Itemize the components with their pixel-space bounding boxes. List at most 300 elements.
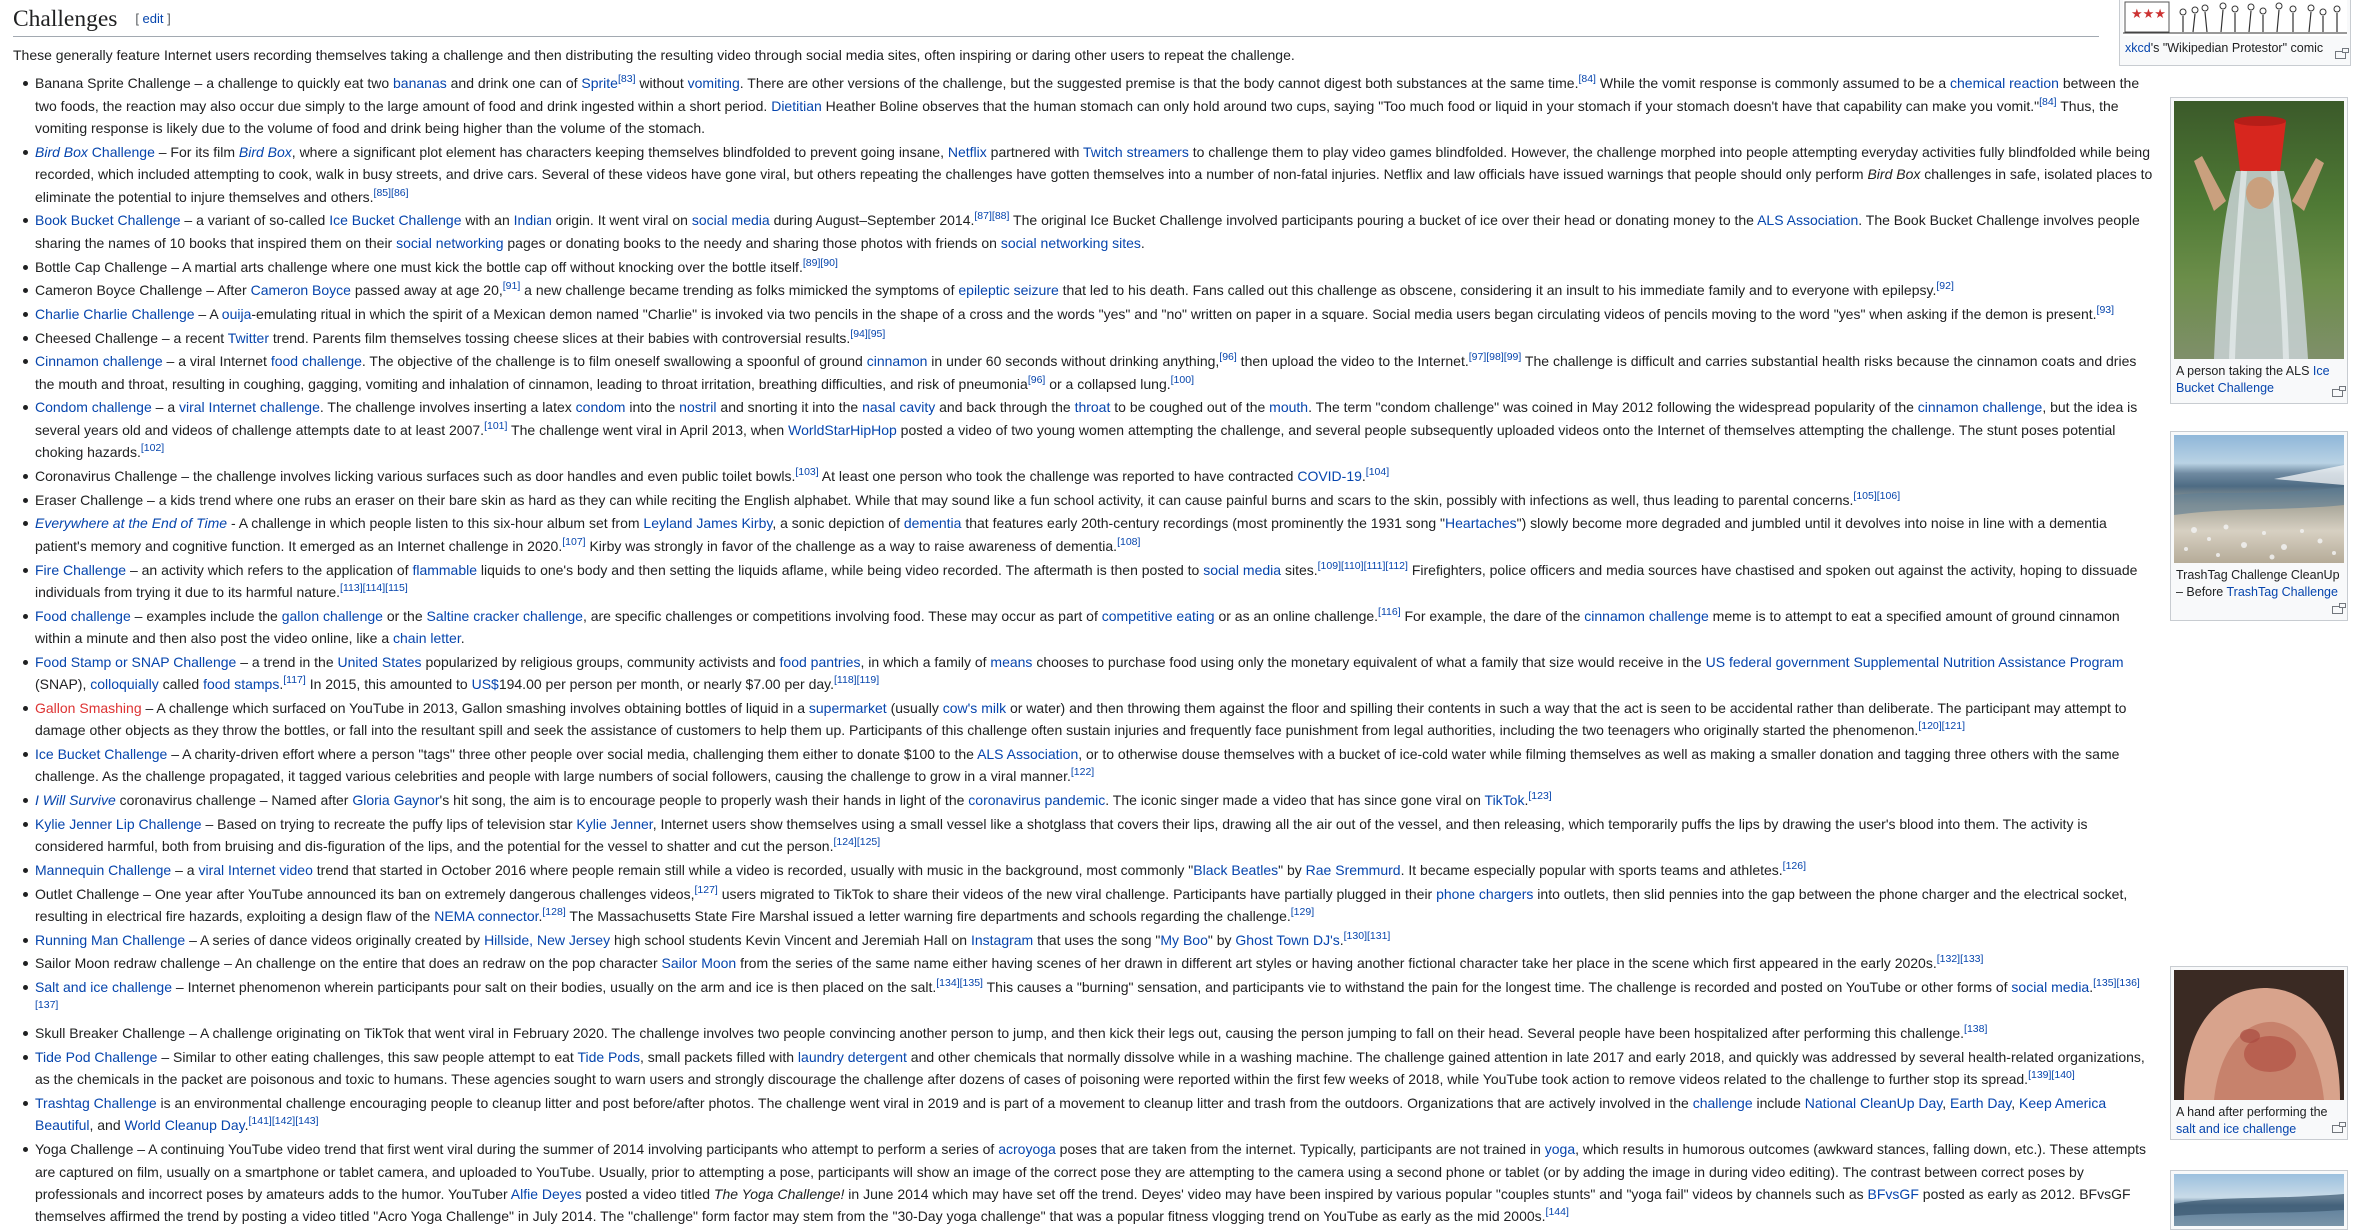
wiki-link[interactable]: laundry detergent xyxy=(797,1048,907,1065)
salt-ice-caption xyxy=(2174,1100,2344,1140)
wiki-link[interactable]: Cameron Boyce xyxy=(250,282,351,299)
citation-ref[interactable]: [87][88] xyxy=(974,210,1010,223)
item-text: to challenge them to play video games blindfolded. However, the challenge morphed into people attempting everyday activities fully blindfolded while being recorded, which included attempting to cook, walk in busy streets, and drive cars. Several of these videos have gone viral, but others repeating the challenges have gotten themselves into a number of non-fatal injuries. Netflix and law officials have issued warnings that people should only perform xyxy=(35,143,2150,183)
wiki-link[interactable]: Ice Bucket Challenge xyxy=(35,745,168,762)
yoga-photo[interactable] xyxy=(2174,1174,2344,1226)
wiki-link[interactable]: viral Internet video xyxy=(198,861,313,878)
item-text: or a collapsed lung. xyxy=(1045,375,1171,392)
item-text: . xyxy=(460,630,465,647)
wiki-link[interactable]: cow's milk xyxy=(942,699,1007,716)
item-text: " by xyxy=(1207,931,1236,948)
wiki-link[interactable]: COVID-19 xyxy=(1297,467,1362,484)
wiki-link[interactable]: dementia xyxy=(903,515,962,532)
wiki-link[interactable]: means xyxy=(990,653,1033,670)
ice-bucket-caption-link[interactable]: Ice Bucket Challenge xyxy=(2176,364,2330,395)
list-item xyxy=(35,141,2153,208)
wiki-link[interactable]: social media xyxy=(691,212,770,229)
ice-bucket-caption xyxy=(2174,359,2344,399)
citation-ref[interactable]: [116] xyxy=(1378,605,1401,618)
citation-ref[interactable]: [101] xyxy=(484,419,508,432)
wiki-link[interactable]: Sailor Moon xyxy=(661,955,737,972)
edit-bracket-open: [ xyxy=(135,11,143,26)
list-item xyxy=(35,327,2153,349)
xkcd-comic-image xyxy=(2123,0,2347,36)
item-text: , and xyxy=(89,1117,125,1134)
wiki-link[interactable]: Ghost Town DJ's xyxy=(1235,931,1340,948)
item-text: is an environmental challenge encouraging people to cleanup litter and post before/after photos. The challenge went viral in 2019 and is part of a movement to cleanup litter and trash from the outdoors. Organizations that are actively involved in the xyxy=(156,1095,1693,1111)
item-text: , a sonic depiction of xyxy=(772,515,904,532)
item-text: . The Book Bucket Challenge involves people sharing the names of 10 books that inspired them on their xyxy=(35,212,2140,251)
wiki-link[interactable]: social networking sites xyxy=(1000,234,1141,251)
list-item xyxy=(35,350,2153,395)
citation-ref[interactable]: [103] xyxy=(795,465,819,478)
wiki-link[interactable]: colloquially xyxy=(90,676,159,693)
wiki-link[interactable]: NEMA connector xyxy=(434,907,539,924)
wiki-link[interactable]: gallon challenge xyxy=(281,607,383,624)
item-text: Sailor Moon redraw challenge – An challenge on the entire that does an redraw on the pop character xyxy=(35,955,662,972)
item-text: trend. Parents film themselves tossing cheese slices at their babies with controversial results. xyxy=(269,329,851,346)
citation-ref[interactable]: [129] xyxy=(1290,905,1315,918)
citation-ref[interactable]: [102] xyxy=(140,442,165,455)
item-text: , which results in humorous outcomes (awkward stances, falling down, etc.). These attempts are captured on film, usually on a smartphone or tablet camera, and uploaded to YouTube. Usually, prior to attempting a pose, participants will show an image of the correct pose they are attempting to the camera using a second phone or tablet (or by adding the image in during video editing). The contrast between correct poses by professionals and incorrect poses by amateurs adds to the humor. YouTuber xyxy=(35,1141,2147,1202)
wiki-link[interactable]: Salt and ice challenge xyxy=(35,979,172,996)
salt-ice-caption-link[interactable]: salt and ice challenge xyxy=(2176,1122,2297,1136)
wiki-link[interactable]: Instagram xyxy=(970,931,1034,948)
wiki-link[interactable]: challenge xyxy=(1692,1095,1753,1111)
wiki-link[interactable]: supermarket xyxy=(808,699,887,716)
item-text: Firefighters, police officers and media sources have chastised and spoken out against the activity, hoping to dissuade individuals from trying it due to its harmful nature. xyxy=(35,561,2138,600)
item-text: – Similar to other eating challenges, this saw people attempt to eat xyxy=(157,1048,578,1065)
yoga-figure xyxy=(2170,1170,2348,1230)
wiki-link[interactable]: cinnamon xyxy=(866,353,928,370)
item-italic-text: The Yoga Challenge! xyxy=(713,1185,845,1202)
citation-ref[interactable]: [130][131] xyxy=(1343,929,1391,942)
list-item xyxy=(35,512,2153,557)
item-text: – A series of dance videos originally created by xyxy=(185,931,485,948)
wiki-link[interactable]: yoga xyxy=(1544,1141,1576,1158)
wiki-link[interactable]: mouth xyxy=(1269,399,1309,416)
wiki-link[interactable]: food stamps xyxy=(203,676,280,693)
wiki-link[interactable] xyxy=(239,144,292,160)
wiki-link-title: Bird Box xyxy=(35,143,88,160)
wiki-link[interactable]: phone chargers xyxy=(1436,885,1534,902)
item-text: chooses to purchase food using only the monetary equivalent of what a family that size would receive in the xyxy=(1032,653,1706,670)
item-text: . The iconic singer made a video that has since gone viral on xyxy=(1105,792,1485,809)
item-text: . xyxy=(2089,979,2094,996)
wiki-link[interactable]: cinnamon challenge xyxy=(1917,399,2043,416)
item-text: without xyxy=(635,75,688,92)
item-text: , in which a family of xyxy=(860,653,991,670)
citation-ref[interactable]: [105][106] xyxy=(1853,489,1901,502)
item-text: Banana Sprite Challenge – a challenge to quickly eat two xyxy=(35,75,394,92)
wiki-link[interactable] xyxy=(35,515,227,531)
section-intro: These generally feature Internet users recording themselves taking a challenge and then distributing the resulting video through social media sites, often inspiring or daring other users to repeat the challenge. xyxy=(13,47,1295,63)
citation-ref[interactable]: [92] xyxy=(1936,280,1954,293)
citation-ref[interactable]: [123] xyxy=(1528,790,1552,803)
list-item xyxy=(35,859,2153,881)
wiki-link[interactable]: ouija xyxy=(221,305,252,322)
wiki-link[interactable]: Book Bucket Challenge xyxy=(35,212,181,229)
citation-ref[interactable]: [135][136][137] xyxy=(35,977,2140,1012)
wiki-link[interactable]: Netflix xyxy=(947,143,987,160)
item-text: 's hit song, the aim is to encourage people to properly wash their hands in light of the xyxy=(439,792,969,809)
wiki-link[interactable]: Trashtag Challenge xyxy=(35,1095,157,1111)
missing-article-link[interactable]: Gallon Smashing xyxy=(35,699,142,716)
xkcd-caption-text: 's "Wikipedian Protestor" comic xyxy=(2150,41,2324,55)
wiki-link[interactable]: Tide Pod Challenge xyxy=(35,1048,158,1065)
citation-ref[interactable]: [94][95] xyxy=(850,327,886,340)
ice-bucket-caption-text: A person taking the ALS xyxy=(2176,364,2313,378)
item-text: , xyxy=(1942,1095,1951,1111)
item-text: – a viral Internet xyxy=(162,353,271,370)
wiki-link[interactable]: Fire Challenge xyxy=(35,561,127,578)
item-text: or water) and then throwing them against the floor and spilling their contents in such a way that the act is seen to be accidental rather than deliberate. The participant may attempt to damage other objects as they throw the bottles, or fall into the resultant spill and seek the assistance of customers to help them up. Participants of this challenge often sustain injuries and frequently face punishment from legal authorities, including the two teenagers who originally started the phenomenon. xyxy=(35,699,2127,739)
wiki-link[interactable]: vomiting xyxy=(687,75,740,92)
list-item xyxy=(35,929,2153,951)
wiki-link[interactable]: Black Beatles xyxy=(1193,861,1279,878)
wiki-link[interactable]: Indian xyxy=(513,212,552,229)
wiki-link[interactable]: nasal cavity xyxy=(862,399,936,416)
item-text: that uses the song " xyxy=(1033,931,1161,948)
item-text: during August–September 2014. xyxy=(769,212,975,229)
item-text: users migrated to TikTok to share their videos of the new viral challenge. Participants have partially plugged in their xyxy=(717,885,1437,902)
item-text: that led to his death. Fans called out this challenge as obscene, considering it an insult to his immediate family and to everyone with epilepsy. xyxy=(1058,282,1937,299)
citation-ref[interactable]: [128] xyxy=(542,905,566,918)
item-text: into the xyxy=(625,399,680,416)
trashtag-caption xyxy=(2174,563,2344,603)
wiki-link[interactable]: Saltine cracker challenge xyxy=(426,607,583,624)
list-item xyxy=(35,1046,2153,1091)
wiki-link[interactable]: Dietitian xyxy=(771,97,822,114)
wiki-link[interactable]: Earth Day xyxy=(1950,1095,2012,1111)
wiki-link[interactable]: throat xyxy=(1074,399,1111,416)
list-item xyxy=(35,303,2153,325)
item-text: At least one person who took the challenge was reported to have contracted xyxy=(818,467,1298,484)
wiki-link[interactable]: My Boo xyxy=(1160,931,1208,948)
item-text: . xyxy=(1524,792,1529,809)
item-text: and other chemicals that normally dissolve while in a washing machine. The challenge gained attention in late 2017 and early 2018, and quickly was addressed by several health-related organizations, as the chemicals in the packet are poisonous and toxic to humans. These agencies sought to warn users and strongly discourage the challenge after dozens of cases of poisoning were reported within the first few weeks of 2018, while YouTube took action to remove videos related to the challenge to further stop its spread. xyxy=(35,1048,2145,1088)
wiki-link[interactable]: United States xyxy=(337,653,422,670)
wiki-link[interactable]: social media xyxy=(1203,561,1282,578)
item-text: . The objective of the challenge is to film oneself swallowing a spoonful of ground xyxy=(361,353,867,370)
enlarge-icon[interactable] xyxy=(2332,389,2343,397)
item-text: . It became especially popular with sports teams and athletes. xyxy=(1400,861,1783,878)
wiki-link[interactable]: flammable xyxy=(412,561,478,578)
wiki-link[interactable]: Condom challenge xyxy=(35,399,152,416)
item-text: – a xyxy=(171,861,199,878)
wiki-link[interactable]: Cinnamon challenge xyxy=(35,353,163,370)
item-text: into outlets, then slid pennies into the gap between the phone charger and the electrical socket, resulting in electrical fire hazards, exploiting a design flaw of the xyxy=(35,885,2128,924)
item-text: The challenge is difficult and carries substantial health risks because the cinnamon coats and dries the mouth and throat, resulting in coughing, gagging, vomiting and inhalation of cinnamon, leading to throat irritation, breathing difficulties, and risk of pneumonia xyxy=(35,353,2137,392)
wiki-link[interactable]: Twitch streamers xyxy=(1083,143,1189,160)
article-content xyxy=(13,0,2153,1229)
item-text: . There are other versions of the challenge, but the suggested premise is that the body cannot digest both substances at the same time. xyxy=(739,75,1579,92)
item-text: popularized by religious groups, community activists and xyxy=(421,653,780,670)
citation-ref[interactable]: [83] xyxy=(617,73,636,86)
wiki-link[interactable]: nostril xyxy=(679,399,717,416)
item-text: that features early 20th-century recordings (most prominently the 1931 song " xyxy=(961,515,1446,532)
item-text: pages or donating books to the needy and sharing those photos with friends on xyxy=(503,234,1001,251)
citation-ref[interactable]: [134][135] xyxy=(936,977,983,990)
item-text: in under 60 seconds without drinking anything, xyxy=(927,353,1220,370)
item-text: Bottle Cap Challenge – A martial arts challenge where one must kick the bottle cap off without knocking over the bottle itself. xyxy=(35,258,803,275)
wiki-link[interactable]: epileptic seizure xyxy=(958,282,1059,299)
citation-ref[interactable]: [132][133] xyxy=(1936,953,1984,966)
wiki-link[interactable]: Sprite xyxy=(581,75,618,92)
item-text: . The challenge involves inserting a latex xyxy=(319,399,576,416)
citation-ref[interactable]: [91] xyxy=(502,280,521,293)
wiki-link[interactable]: Tide Pods xyxy=(577,1048,640,1065)
edit-section-link[interactable]: edit xyxy=(142,11,164,26)
wiki-link-title: Everywhere at the End of Time xyxy=(35,515,228,532)
item-text: a new challenge became trending as folks mimicked the symptoms of xyxy=(520,282,959,299)
wiki-link[interactable]: Hillside, New Jersey xyxy=(484,931,611,948)
wiki-link-title: Bird Box xyxy=(238,143,292,160)
list-item xyxy=(35,743,2153,788)
citation-ref[interactable]: [117] xyxy=(283,674,306,687)
item-text: challenges in safe, isolated places to eliminate the potential to injure themselves and others. xyxy=(35,166,2153,205)
item-text: Outlet Challenge – One year after YouTube announced its ban on extremely dangerous challenges videos, xyxy=(35,885,695,902)
wiki-link[interactable]: Rae Sremmurd xyxy=(1305,861,1401,878)
wiki-link-title: I Will Survive xyxy=(35,792,116,809)
wiki-link[interactable]: Mannequin Challenge xyxy=(35,861,172,878)
wiki-link[interactable]: chemical reaction xyxy=(1950,75,2059,92)
citation-ref[interactable]: [107] xyxy=(562,535,586,548)
citation-ref[interactable]: [126] xyxy=(1782,859,1807,872)
item-text: and drink one can of xyxy=(446,75,582,92)
citation-ref[interactable]: [118][119] xyxy=(834,674,880,687)
wiki-link[interactable]: Heartaches xyxy=(1445,515,1517,532)
wiki-link[interactable]: TikTok xyxy=(1484,792,1525,809)
item-text: passed away at age 20, xyxy=(350,282,503,299)
xkcd-caption xyxy=(2123,36,2347,59)
list-item xyxy=(35,697,2153,742)
citation-ref[interactable]: [141][142][143] xyxy=(248,1115,319,1128)
item-text: , Internet users show themselves using a small vessel like a shotglass that covers their lips, drawing all the air out of the vessel, and then releasing, which temporarily puffs the lips by drawing the user's blood into them. The activity is considered harmful, both from bruising and dis-figuration of the lips, and the potential for the vessel to shatter and cut the person. xyxy=(35,815,2088,855)
item-text: The original Ice Bucket Challenge involved participants pouring a bucket of ice over their head or donating money to the xyxy=(1009,212,1758,229)
wiki-link[interactable]: cinnamon challenge xyxy=(1584,607,1709,624)
citation-ref[interactable]: [104] xyxy=(1365,465,1390,478)
enlarge-icon[interactable] xyxy=(2332,606,2343,614)
item-text: . xyxy=(1140,234,1145,251)
list-item xyxy=(35,559,2153,604)
item-text: The Massachusetts State Fire Marshal issued a letter warning fire departments and schools regarding the challenge. xyxy=(565,907,1291,924)
item-text: . The term "condom challenge" was coined in May 2012 following the widespread popularity of the xyxy=(1308,399,1918,416)
challenge-list xyxy=(13,72,2153,1227)
item-text: , but the idea is several years old and videos of challenge attempts date to at least 2007. xyxy=(35,399,2138,438)
item-text: Cameron Boyce Challenge – After xyxy=(35,282,251,299)
wiki-link[interactable]: Gloria Gaynor xyxy=(352,792,440,809)
item-text: For example, the dare of the xyxy=(1400,607,1585,624)
list-item xyxy=(35,813,2153,858)
item-text: partnered with xyxy=(986,143,1084,160)
wiki-link[interactable] xyxy=(35,792,116,808)
item-text: coronavirus challenge – Named after xyxy=(115,792,353,809)
wiki-link[interactable]: Kylie Jenner Lip Challenge xyxy=(35,815,202,832)
svg-text:★★★: ★★★ xyxy=(2131,7,2166,22)
list-item xyxy=(35,1138,2153,1228)
item-text: – For its film xyxy=(154,143,239,160)
wiki-link[interactable]: social media xyxy=(2011,979,2090,996)
list-item xyxy=(35,279,2153,301)
item-text: posted a video of two young women attempting the challenge, and several people subsequently uploaded videos onto the Internet of themselves attempting the challenge. The stunt poses potential choking hazards. xyxy=(35,421,2116,461)
list-item xyxy=(35,489,2153,511)
citation-ref[interactable]: [124][125] xyxy=(833,836,881,849)
item-text: Coronavirus Challenge – the challenge involves licking various surfaces such as door handles and even public toilet bowls. xyxy=(35,467,796,484)
item-text: Thus, the vomiting response is likely due to the volume of food and drink being higher than the volume of the stomach. xyxy=(35,97,2119,137)
enlarge-icon[interactable] xyxy=(2335,51,2346,59)
item-text: Heather Boline observes that the human stomach can only hold around two cups, saying "Too much food or liquid in your stomach if your stomach doesn't have that capability can make you vomit." xyxy=(821,97,2040,114)
trashtag-photo[interactable] xyxy=(2174,435,2344,563)
item-text: sites. xyxy=(1281,561,1318,578)
wiki-link[interactable]: Food Stamp or SNAP Challenge xyxy=(35,653,237,670)
list-item xyxy=(35,209,2153,254)
citation-ref[interactable]: [93] xyxy=(2096,303,2115,316)
citation-ref[interactable]: [85][86] xyxy=(373,186,409,199)
ice-bucket-photo[interactable] xyxy=(2174,101,2344,359)
item-text: -emulating ritual in which the spirit of a Mexican demon named "Charlie" is invoked via two pencils in the shape of a cross and the words "yes" and "no" written on paper in a square. Social media users began circulating videos of pencils moving to the word "yes" when asking if the demon is present. xyxy=(251,305,2097,322)
citation-ref[interactable]: [138] xyxy=(1964,1023,1988,1036)
citation-ref[interactable]: [84] xyxy=(2039,95,2057,108)
wiki-link[interactable] xyxy=(35,144,88,160)
item-text: , or to otherwise douse themselves with a bucket of ice-cold water while filming themselves as well as making a smaller donation and tagging three others with the same challenge. As the challenge propagated, it tagged various celebrities and people with large numbers of social followers, causing the challenge to grow in a viral manner. xyxy=(35,745,2120,785)
wiki-link[interactable]: coronavirus pandemic xyxy=(968,792,1106,809)
item-text: , are specific challenges or competitions involving food. These may occur as part of xyxy=(582,607,1102,624)
list-item xyxy=(35,465,2153,487)
wiki-link[interactable]: Ice Bucket Challenge xyxy=(329,212,462,229)
enlarge-icon[interactable] xyxy=(2332,1125,2343,1133)
item-text: to be coughed out of the xyxy=(1110,399,1270,416)
wiki-link[interactable]: ALS Association xyxy=(977,745,1079,762)
wiki-link[interactable]: Challenge xyxy=(87,143,155,160)
item-text: , xyxy=(2011,1095,2020,1111)
wiki-link[interactable]: viral Internet challenge xyxy=(179,399,320,416)
item-text: from the series of the same name either having scenes of her drawn in different art styles or having another fictional character take her place in the scene which first appeared in the early 2020s. xyxy=(736,955,1937,972)
list-item xyxy=(35,605,2153,650)
citation-ref[interactable]: [113][114][115] xyxy=(340,581,408,594)
wiki-link[interactable]: Food challenge xyxy=(35,607,131,624)
edit-section xyxy=(135,8,170,30)
item-text: (SNAP), xyxy=(35,676,91,693)
list-item xyxy=(35,883,2153,928)
item-text: While the vomit response is commonly assumed to be a xyxy=(1595,75,1951,92)
item-text: – a trend in the xyxy=(236,653,338,670)
wiki-link[interactable]: food challenge xyxy=(270,353,362,370)
citation-ref[interactable]: [89][90] xyxy=(802,256,838,269)
item-text: This causes a "burning" sensation, and participants vie to withstand the pain for the longest time. The challenge is recorded and posted on YouTube or other forms of xyxy=(982,979,2012,996)
item-text: – A charity-driven effort where a person "tags" three other people over social media, challenging them either to donate $100 to the xyxy=(167,745,978,762)
xkcd-link[interactable]: xkcd xyxy=(2125,41,2151,55)
wiki-link[interactable]: World Cleanup Day xyxy=(124,1117,245,1134)
citation-ref[interactable]: [108] xyxy=(1117,535,1141,548)
wiki-link[interactable]: chain letter xyxy=(393,630,461,647)
item-text: – Internet phenomenon wherein participants pour salt on their bodies, usually on the arm and ice is then placed on the salt. xyxy=(172,979,937,996)
ice-bucket-figure xyxy=(2170,97,2348,404)
citation-ref[interactable]: [139][140] xyxy=(2028,1069,2075,1082)
item-text: Eraser Challenge – a kids trend where one rubs an eraser on their bare skin as hard as they can while reciting the English alphabet. While that may sound like a fun school activity, it can cause painful burns and scars to the skin, possibly with infections as well, thus leading to parental concerns. xyxy=(35,491,1854,508)
item-text: with an xyxy=(461,212,514,229)
wiki-link[interactable]: Charlie Charlie Challenge xyxy=(35,305,195,322)
citation-ref[interactable]: [122] xyxy=(1070,766,1095,779)
list-item xyxy=(35,256,2153,278)
wiki-link[interactable]: Leyland James Kirby xyxy=(643,515,773,532)
item-text: 194.00 per person per month, or nearly $7.00 per day. xyxy=(498,676,835,693)
item-text: " by xyxy=(1278,861,1306,878)
citation-ref[interactable]: [144] xyxy=(1545,1206,1569,1219)
edit-bracket-close: ] xyxy=(163,11,171,26)
item-italic-text: Bird Box xyxy=(1867,166,1921,183)
list-item xyxy=(35,789,2153,811)
item-text: – an activity which refers to the application of xyxy=(126,561,413,578)
wiki-link[interactable]: US$ xyxy=(471,676,499,693)
item-text: ") slowly become more degraded and jumbled until it devolves into noise in line with a dementia patient's memory and cognitive function. It emerged as an Internet challenge in 2020. xyxy=(35,515,2107,554)
item-text: and snorting it into the xyxy=(716,399,863,416)
wiki-link[interactable]: US federal government Supplemental Nutrition Assistance Program xyxy=(1705,653,2124,670)
citation-ref[interactable]: [84] xyxy=(1578,73,1596,86)
item-text: The challenge went viral in April 2013, when xyxy=(507,421,789,438)
citation-ref[interactable]: [97][98][99] xyxy=(1468,351,1522,364)
wiki-link[interactable]: condom xyxy=(575,399,626,416)
wiki-link[interactable]: Keep America Beautiful xyxy=(35,1095,2107,1134)
list-item xyxy=(35,1022,2153,1044)
wiki-link[interactable]: WorldStarHipHop xyxy=(788,421,897,438)
wiki-link[interactable]: bananas xyxy=(393,75,447,92)
wiki-link[interactable]: Alfie Deyes xyxy=(510,1185,582,1202)
item-text: . xyxy=(1339,931,1344,948)
wiki-link[interactable]: Kylie Jenner xyxy=(576,815,653,832)
wiki-link[interactable]: BFvsGF xyxy=(1867,1185,1919,1202)
item-text: between the two foods, the reaction may also occur due simply to the large amount of food and drink ingested within a short period. xyxy=(35,75,2140,114)
list-item xyxy=(35,72,2153,139)
citation-ref[interactable]: [96] xyxy=(1219,351,1237,364)
salt-ice-photo[interactable] xyxy=(2174,970,2344,1100)
citation-ref[interactable]: [127] xyxy=(694,883,718,896)
item-text: include xyxy=(1752,1095,1805,1111)
item-text: . xyxy=(1361,467,1366,484)
xkcd-figure xyxy=(2119,0,2351,66)
wiki-link[interactable]: Running Man Challenge xyxy=(35,931,186,948)
wiki-link[interactable]: Twitter xyxy=(227,329,270,346)
citation-ref[interactable]: [120][121] xyxy=(1918,720,1966,733)
salt-ice-caption-text: A hand after performing the xyxy=(2176,1105,2328,1119)
item-text: trend that started in October 2016 where people remain still while a video is recorded, usually with music in the background, most commonly " xyxy=(312,861,1194,878)
item-text: Cheesed Challenge – a recent xyxy=(35,329,228,346)
item-text: , where a significant plot element has characters keeping themselves blindfolded to prevent going insane, xyxy=(291,143,948,160)
item-text: . xyxy=(244,1117,249,1134)
citation-ref[interactable]: [96] xyxy=(1027,373,1046,386)
item-text: high school students Kevin Vincent and Jeremiah Hall on xyxy=(610,931,971,948)
wiki-link[interactable]: food pantries xyxy=(779,653,861,670)
wiki-link[interactable]: National CleanUp Day xyxy=(1804,1095,1943,1111)
list-item xyxy=(35,952,2153,974)
item-text: liquids to one's body and then setting the liquids aflame, while being video recorded. The aftermath is then posted to xyxy=(477,561,1204,578)
trashtag-figure xyxy=(2170,431,2348,621)
wiki-link[interactable]: social networking xyxy=(396,234,504,251)
wiki-link[interactable]: acroyoga xyxy=(998,1141,1056,1158)
item-text: – A challenge which surfaced on YouTube in 2013, Gallon smashing involves obtaining bottles of liquid in a xyxy=(141,699,809,716)
citation-ref[interactable]: [100] xyxy=(1170,373,1194,386)
wiki-link[interactable]: competitive eating xyxy=(1101,607,1215,624)
trashtag-caption-link[interactable]: TrashTag Challenge xyxy=(2226,585,2338,599)
list-item xyxy=(35,651,2153,696)
item-text: – A xyxy=(194,305,222,322)
item-text: In 2015, this amounted to xyxy=(305,676,472,693)
item-text: or the xyxy=(382,607,427,624)
wiki-link[interactable]: ALS Association xyxy=(1757,212,1859,229)
section-title: Challenges xyxy=(13,6,118,32)
item-text: meme is to attempt to eat a specified amount of ground cinnamon within a minute and then also post the video online, like a xyxy=(35,607,2120,647)
citation-ref[interactable]: [109][110][111][112] xyxy=(1317,559,1408,572)
